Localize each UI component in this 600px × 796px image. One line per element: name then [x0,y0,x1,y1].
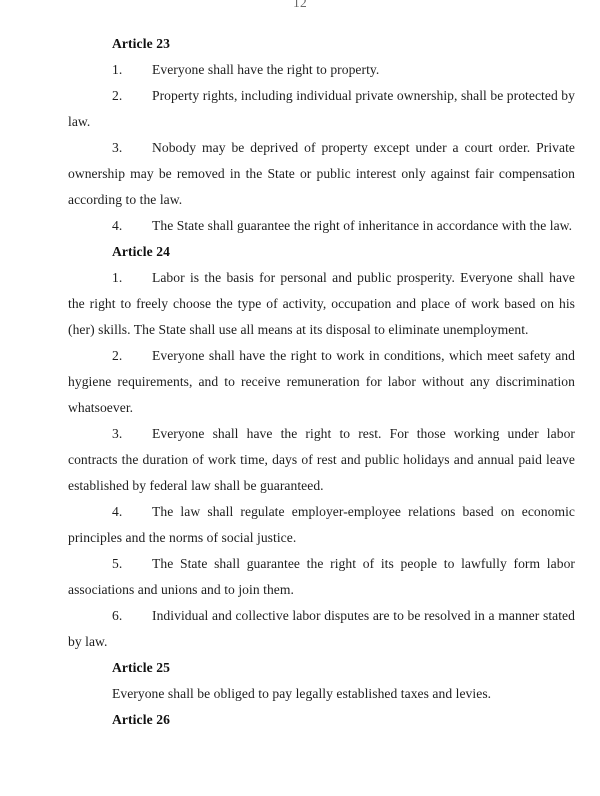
numbered-paragraph [68,551,575,603]
paragraph-text: Property rights, including individual private ownership, shall be protected by law. [68,88,575,129]
list-number: 3. [112,426,123,441]
list-number: 2. [112,348,123,363]
paragraph-text: The State shall guarantee the right of its people to lawfully form labor associations and unions and to join them. [68,556,575,597]
document-body [68,31,575,733]
numbered-paragraph [68,603,575,655]
article-heading: Article 25 [112,660,170,675]
list-number: 6. [112,608,123,623]
list-number: 4. [112,218,123,233]
list-number: 5. [112,556,123,571]
paragraph-text: Nobody may be deprived of property except under a court order. Private ownership may be removed in the State or public interest only against fair compensation according to the law. [68,140,575,207]
paragraph-text: The State shall guarantee the right of inheritance in accordance with the law. [152,218,573,233]
paragraph-text: Everyone shall have the right to work in conditions, which meet safety and hygiene requirements, and to receive remuneration for labor without any discrimination whatsoever. [68,348,575,415]
numbered-paragraph [68,421,575,499]
numbered-paragraph [68,265,575,343]
numbered-paragraph [68,135,575,213]
list-number: 4. [112,504,123,519]
list-number: 2. [112,88,123,103]
list-number: 3. [112,140,123,155]
paragraph: Everyone shall be obliged to pay legally established taxes and levies. [112,686,492,701]
article-heading: Article 23 [112,36,170,51]
list-number: 1. [112,270,123,285]
paragraph-text: Everyone shall have the right to property. [152,62,380,77]
article-heading: Article 24 [112,244,170,259]
numbered-paragraph [68,57,575,83]
paragraph-text: Labor is the basis for personal and public prosperity. Everyone shall have the right to freely choose the type of activity, occupation and place of work based on his (her) skills. The State shall use all means at its disposal to eliminate unemployment. [68,270,575,337]
paragraph-text: Individual and collective labor disputes are to be resolved in a manner stated by law. [68,608,575,649]
list-number: 1. [112,62,123,77]
paragraph-text: Everyone shall have the right to rest. For those working under labor contracts the duration of work time, days of rest and public holidays and annual paid leave established by federal law shall be guaranteed. [68,426,575,493]
article-heading: Article 26 [112,712,170,727]
paragraph-text: The law shall regulate employer-employee relations based on economic principles and the norms of social justice. [68,504,575,545]
numbered-paragraph [68,213,575,239]
numbered-paragraph [68,343,575,421]
numbered-paragraph [68,83,575,135]
page-number: 12 [292,0,308,10]
numbered-paragraph [68,499,575,551]
